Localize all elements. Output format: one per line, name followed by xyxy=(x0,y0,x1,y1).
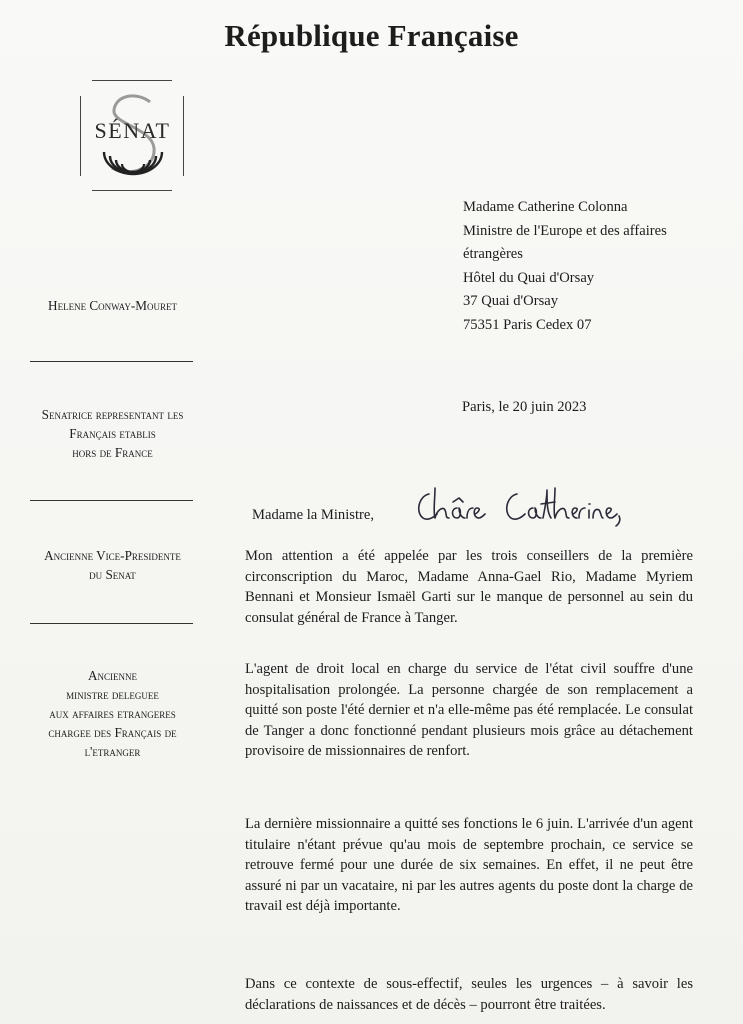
divider xyxy=(30,361,193,362)
paragraph-text: Mon attention a été appelée par les trois conseillers de la première circonscription du Maroc, Madame Anna-Gael Rio, Madame Myriem Bennani et Monsieur Ismaël Garti sur le manque de personnel au sein du consulat général de France à Tanger. xyxy=(245,548,693,626)
senat-logo xyxy=(80,80,185,192)
paragraph-text: La dernière missionnaire a quitté ses fonctions le 6 juin. L'arrivée d'un agent titulaire n'étant prévue qu'au mois de septembre prochain, ce service se retrouve fermé pour une durée de six semaines. En effet, il ne peut être assuré ni par un vacataire, ni par les autres agents du poste dont la charge de travail est déjà importante. xyxy=(245,816,693,914)
paragraph-text: L'agent de droit local en charge du service de l'état civil souffre d'une hospitalisation prolongée. La personne chargée de son remplacement a quitté son poste l'été dernier et n'a elle-même pas été remplacée. Le consulat de Tanger a donc fonctionné pendant plusieurs mois grâce au détachement provisoire de missionnaires de renfort. xyxy=(245,661,693,759)
handwritten-note-signature xyxy=(413,482,628,532)
page-title: République Française xyxy=(224,18,519,53)
recipient-line: 75351 Paris Cedex 07 xyxy=(463,316,592,333)
sender-role xyxy=(0,405,225,462)
paragraph-text: Dans ce contexte de sous-effectif, seules les urgences – à savoir les déclarations de naissances et de décès – pourront être traitées. xyxy=(245,976,693,1013)
divider xyxy=(30,500,193,501)
salutation: Madame la Ministre, xyxy=(252,507,374,523)
recipient-line: Ministre de l'Europe et des affaires xyxy=(463,222,667,239)
sender-former-vp xyxy=(0,546,225,584)
sender-name: Helene Conway-Mouret xyxy=(48,298,177,313)
body-paragraph xyxy=(245,659,693,762)
former-minister-line: ministre deleguee xyxy=(66,687,159,702)
body-paragraph xyxy=(245,974,693,1015)
sender-role-line: hors de France xyxy=(72,445,153,460)
logo-wordmark: SÉNAT xyxy=(94,118,171,143)
former-vp-line: du Senat xyxy=(89,567,136,582)
recipient-line: étrangères xyxy=(463,246,523,263)
divider xyxy=(30,623,193,624)
former-minister-line: l'etranger xyxy=(84,744,141,759)
former-minister-line: aux affaires etrangeres xyxy=(49,706,176,721)
recipient-line: 37 Quai d'Orsay xyxy=(463,293,559,310)
recipient-address xyxy=(463,196,733,338)
former-vp-line: Ancienne Vice-Presidente xyxy=(44,548,181,563)
sender-role-line: Senatrice representant les xyxy=(41,407,184,422)
logo-rule-bottom xyxy=(92,190,172,191)
body-paragraph xyxy=(245,814,693,917)
former-minister-line: chargee des Français de xyxy=(48,725,177,740)
letter-date: Paris, le 20 juin 2023 xyxy=(462,399,587,415)
recipient-line: Madame Catherine Colonna xyxy=(463,199,628,215)
handwritten-note-text: Chère Catherine, xyxy=(413,482,420,483)
logo-rule-top xyxy=(92,80,172,81)
sender-former-minister xyxy=(0,666,225,761)
recipient-line: Hôtel du Quai d'Orsay xyxy=(463,269,595,286)
sender-role-line: Français etablis xyxy=(69,426,156,441)
body-paragraph xyxy=(245,546,693,628)
former-minister-line: Ancienne xyxy=(87,668,138,683)
